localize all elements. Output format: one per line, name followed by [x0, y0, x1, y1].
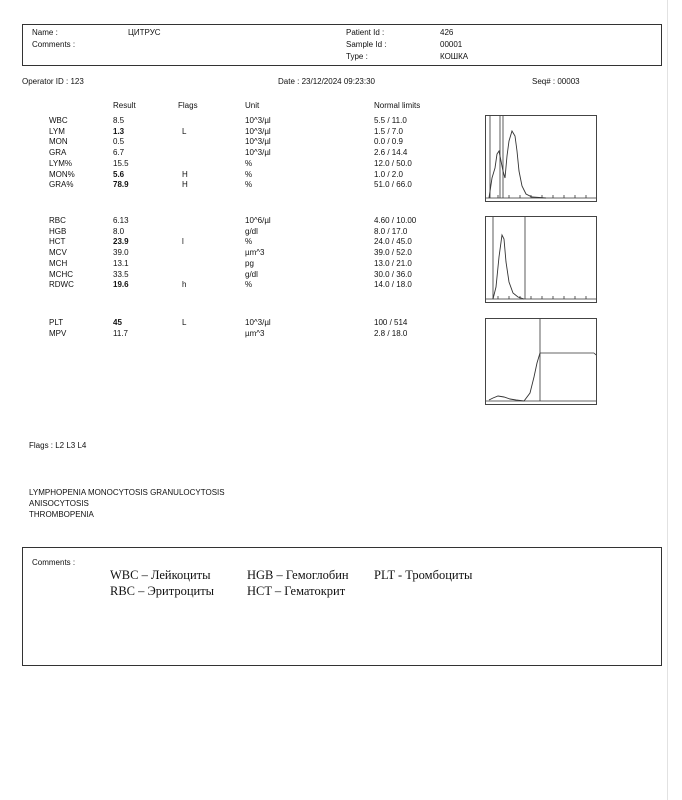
result-normal-lym: 1.5 / 7.0 [374, 126, 403, 136]
result-unit-gra-pct: % [245, 180, 253, 190]
patient-header-box [22, 24, 662, 66]
result-flag-lym: L [182, 126, 187, 136]
name-value: ЦИТРУС [128, 28, 161, 37]
sample-id-label: Sample Id : [346, 40, 387, 49]
result-normal-hgb: 8.0 / 17.0 [374, 226, 408, 236]
result-unit-mon: 10^3/µl [245, 137, 271, 147]
result-result-mch: 13.1 [113, 258, 129, 268]
result-unit-rdwc: % [245, 280, 253, 290]
result-result-lym-pct: 15.5 [113, 158, 129, 168]
result-unit-lym: 10^3/µl [245, 126, 271, 136]
rbc-histogram-plot [486, 217, 596, 302]
result-normal-mch: 13.0 / 21.0 [374, 258, 412, 268]
result-unit-wbc: 10^3/µl [245, 116, 271, 125]
result-result-mchc: 33.5 [113, 269, 129, 279]
result-name-rdwc: RDWC [49, 280, 74, 290]
result-name-mchc: MCHC [49, 269, 73, 279]
result-result-wbc: 8.5 [113, 116, 125, 125]
result-normal-mpv: 2.8 / 18.0 [374, 328, 408, 338]
result-normal-rdwc: 14.0 / 18.0 [374, 280, 412, 290]
result-flag-rdwc: h [182, 280, 187, 290]
result-name-gra-pct: GRA% [49, 180, 74, 190]
result-result-mcv: 39.0 [113, 248, 129, 258]
result-unit-mcv: µm^3 [245, 248, 265, 258]
result-unit-plt: 10^3/µl [245, 318, 271, 327]
col-normal-limits: Normal limits [374, 101, 421, 110]
result-normal-gra-pct: 51.0 / 66.0 [374, 180, 412, 190]
wbc-histogram-plot [486, 116, 596, 201]
type-value: КОШКА [440, 52, 469, 61]
plt-histogram [485, 318, 597, 405]
result-normal-mcv: 39.0 / 52.0 [374, 248, 412, 258]
result-normal-gra: 2.6 / 14.4 [374, 148, 408, 158]
col-flags: Flags [178, 101, 198, 110]
result-result-hgb: 8.0 [113, 226, 125, 236]
legend-hgb: HGB – Гемоглобин [247, 568, 349, 582]
result-normal-mon: 0.0 / 0.9 [374, 137, 403, 147]
type-label: Type : [346, 52, 368, 61]
result-name-plt: PLT [49, 318, 64, 327]
result-flag-plt: L [182, 318, 187, 327]
result-name-mch: MCH [49, 258, 68, 268]
result-name-mon-pct: MON% [49, 169, 75, 179]
result-result-lym: 1.3 [113, 126, 125, 136]
result-name-wbc: WBC [49, 116, 68, 125]
sequence-number: Seq# : 00003 [532, 77, 580, 86]
result-normal-mchc: 30.0 / 36.0 [374, 269, 412, 279]
legend-rbc: RBC – Эритроциты [110, 584, 215, 598]
result-unit-lym-pct: % [245, 158, 253, 168]
interpretation-line-1: LYMPHOPENIA MONOCYTOSIS GRANULOCYTOSIS [29, 488, 225, 497]
plt-histogram-plot [486, 319, 596, 404]
result-result-mpv: 11.7 [113, 328, 128, 338]
wbc-histogram [485, 115, 597, 202]
result-normal-plt: 100 / 514 [374, 318, 408, 327]
report-page [5, 0, 668, 800]
result-unit-gra: 10^3/µl [245, 148, 271, 158]
result-unit-mch: pg [245, 258, 254, 268]
result-name-hgb: HGB [49, 226, 67, 236]
comments-label: Comments : [32, 40, 76, 49]
result-name-hct: HCT [49, 237, 66, 247]
flags-line: Flags : L2 L3 L4 [29, 441, 87, 450]
result-name-rbc: RBC [49, 216, 66, 225]
result-unit-rbc: 10^6/µl [245, 216, 271, 225]
result-name-mcv: MCV [49, 248, 67, 258]
patient-id-label: Patient Id : [346, 28, 385, 37]
result-normal-rbc: 4.60 / 10.00 [374, 216, 417, 225]
rbc-histogram [485, 216, 597, 303]
name-label: Name : [32, 28, 58, 37]
result-name-mpv: MPV [49, 328, 67, 338]
result-normal-mon-pct: 1.0 / 2.0 [374, 169, 403, 179]
result-name-lym-pct: LYM% [49, 158, 72, 168]
result-unit-hgb: g/dl [245, 226, 258, 236]
interpretation-line-3: THROMBOPENIA [29, 510, 94, 519]
legend-hct: HCT – Гематокрит [247, 584, 346, 598]
result-name-lym: LYM [49, 126, 65, 136]
result-flag-hct: l [182, 237, 184, 247]
result-unit-hct: % [245, 237, 253, 247]
operator-id: Operator ID : 123 [22, 77, 84, 86]
result-normal-wbc: 5.5 / 11.0 [374, 116, 407, 125]
result-name-gra: GRA [49, 148, 67, 158]
col-result: Result [113, 101, 136, 110]
result-flag-gra-pct: H [182, 180, 188, 190]
comments-box [22, 547, 662, 666]
date-time: Date : 23/12/2024 09:23:30 [278, 77, 375, 86]
comments-box-label: Comments : [32, 558, 76, 567]
result-normal-hct: 24.0 / 45.0 [374, 237, 412, 247]
result-unit-mpv: µm^3 [245, 328, 265, 338]
result-result-gra-pct: 78.9 [113, 180, 129, 190]
legend-wbc: WBC – Лейкоциты [110, 568, 211, 582]
result-result-rdwc: 19.6 [113, 280, 129, 290]
result-result-mon: 0.5 [113, 137, 125, 147]
patient-id-value: 426 [440, 28, 454, 37]
legend-plt: PLT - Тромбоциты [374, 568, 473, 582]
result-name-mon: MON [49, 137, 68, 147]
result-result-plt: 45 [113, 318, 122, 327]
sample-id-value: 00001 [440, 40, 463, 49]
result-result-hct: 23.9 [113, 237, 129, 247]
result-result-gra: 6.7 [113, 148, 125, 158]
interpretation-line-2: ANISOCYTOSIS [29, 499, 89, 508]
result-normal-lym-pct: 12.0 / 50.0 [374, 158, 412, 168]
result-flag-mon-pct: H [182, 169, 188, 179]
result-result-mon-pct: 5.6 [113, 169, 125, 179]
result-unit-mon-pct: % [245, 169, 253, 179]
col-unit: Unit [245, 101, 260, 110]
result-unit-mchc: g/dl [245, 269, 258, 279]
result-result-rbc: 6.13 [113, 216, 129, 225]
